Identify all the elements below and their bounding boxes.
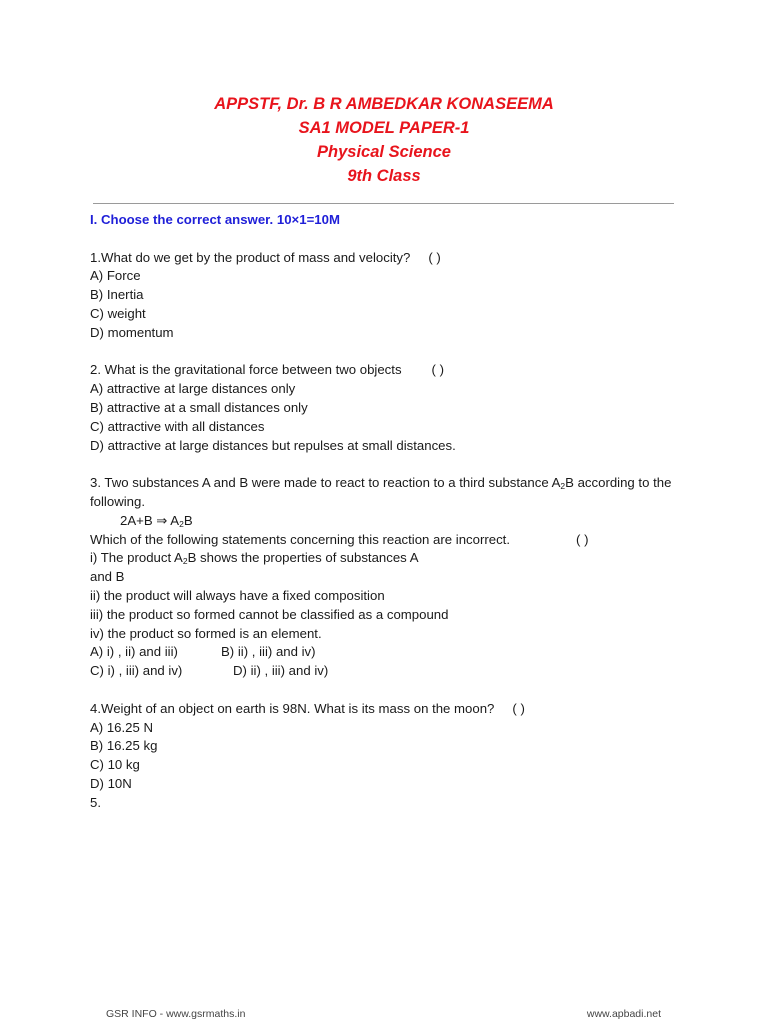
option: D) momentum <box>90 324 174 340</box>
option: A) attractive at large distances only <box>90 381 296 397</box>
paper-body <box>90 211 680 831</box>
option: A) i) , ii) and iii) <box>90 644 178 660</box>
question-4-text: 4.Weight of an object on earth is 98N. What is its mass on the moon? <box>90 700 495 716</box>
answer-blank: ( ) <box>431 362 444 378</box>
paper-header <box>0 92 768 188</box>
option: C) i) , iii) and iv) <box>90 663 183 679</box>
option: B) attractive at a small distances only <box>90 399 308 415</box>
options-row-1 <box>90 643 680 662</box>
section-title: I. Choose the correct answer. 10×1=10M <box>90 212 340 227</box>
question-3-stem <box>90 474 680 512</box>
question-2-stem <box>90 361 680 380</box>
statement-1 <box>90 549 680 568</box>
header-line-4: 9th Class <box>347 167 421 185</box>
option: C) weight <box>90 305 146 321</box>
footer-left-credit: GSR INFO - www.gsrmaths.in <box>106 1008 246 1020</box>
reaction-equation <box>90 512 680 531</box>
answer-blank: ( ) <box>512 700 525 716</box>
option: D) attractive at large distances but repulses at small distances. <box>90 437 456 453</box>
statement-1-a: i) The product A <box>90 550 183 566</box>
question-4-stem <box>90 700 680 719</box>
subscript-2: 2 <box>182 556 188 567</box>
header-line-2: SA1 MODEL PAPER-1 <box>298 119 470 137</box>
question-3-text-b: B according to the following. <box>90 475 672 509</box>
option: A) Force <box>90 268 141 284</box>
header-line-1: APPSTF, Dr. B R AMBEDKAR KONASEEMA <box>214 95 554 113</box>
equation-right: B <box>183 512 193 528</box>
question-2-text: 2. What is the gravitational force between two objects <box>90 362 402 378</box>
statement-1-b: B shows the properties of substances A <box>187 550 419 566</box>
answer-blank: ( ) <box>428 249 441 265</box>
options-row-2 <box>90 662 680 681</box>
subscript-2: 2 <box>560 481 566 492</box>
question-3 <box>90 474 680 681</box>
question-1 <box>90 249 680 343</box>
statement-3: iii) the product so formed cannot be classified as a compound <box>90 606 449 622</box>
option: C) 10 kg <box>90 757 140 773</box>
header-line-3: Physical Science <box>317 143 451 161</box>
option: C) attractive with all distances <box>90 418 265 434</box>
subscript-2: 2 <box>179 518 184 529</box>
footer-right-credit: www.apbadi.net <box>586 1008 661 1020</box>
statement-4: iv) the product so formed is an element. <box>90 625 322 641</box>
question-2 <box>90 361 680 455</box>
question-5-number: 5. <box>90 794 101 810</box>
equation-left: 2A+B ⇒ A <box>120 512 180 528</box>
question-3-prompt <box>90 531 680 550</box>
option: D) ii) , iii) and iv) <box>233 663 329 679</box>
option: B) 16.25 kg <box>90 738 158 754</box>
question-4 <box>90 700 680 813</box>
question-3-question: Which of the following statements concerning this reaction are incorrect. <box>90 531 511 547</box>
question-1-text: 1.What do we get by the product of mass and velocity? <box>90 249 411 265</box>
option: D) 10N <box>90 775 132 791</box>
question-3-text-a: 3. Two substances A and B were made to react to reaction to a third substance A <box>90 475 561 491</box>
header-divider <box>93 203 674 204</box>
statement-2: ii) the product will always have a fixed composition <box>90 587 385 603</box>
option: B) ii) , iii) and iv) <box>221 644 316 660</box>
statement-1-continuation: and B <box>90 569 125 585</box>
question-1-stem <box>90 249 680 268</box>
answer-blank: ( ) <box>576 531 589 547</box>
option: B) Inertia <box>90 287 144 303</box>
option: A) 16.25 N <box>90 719 154 735</box>
